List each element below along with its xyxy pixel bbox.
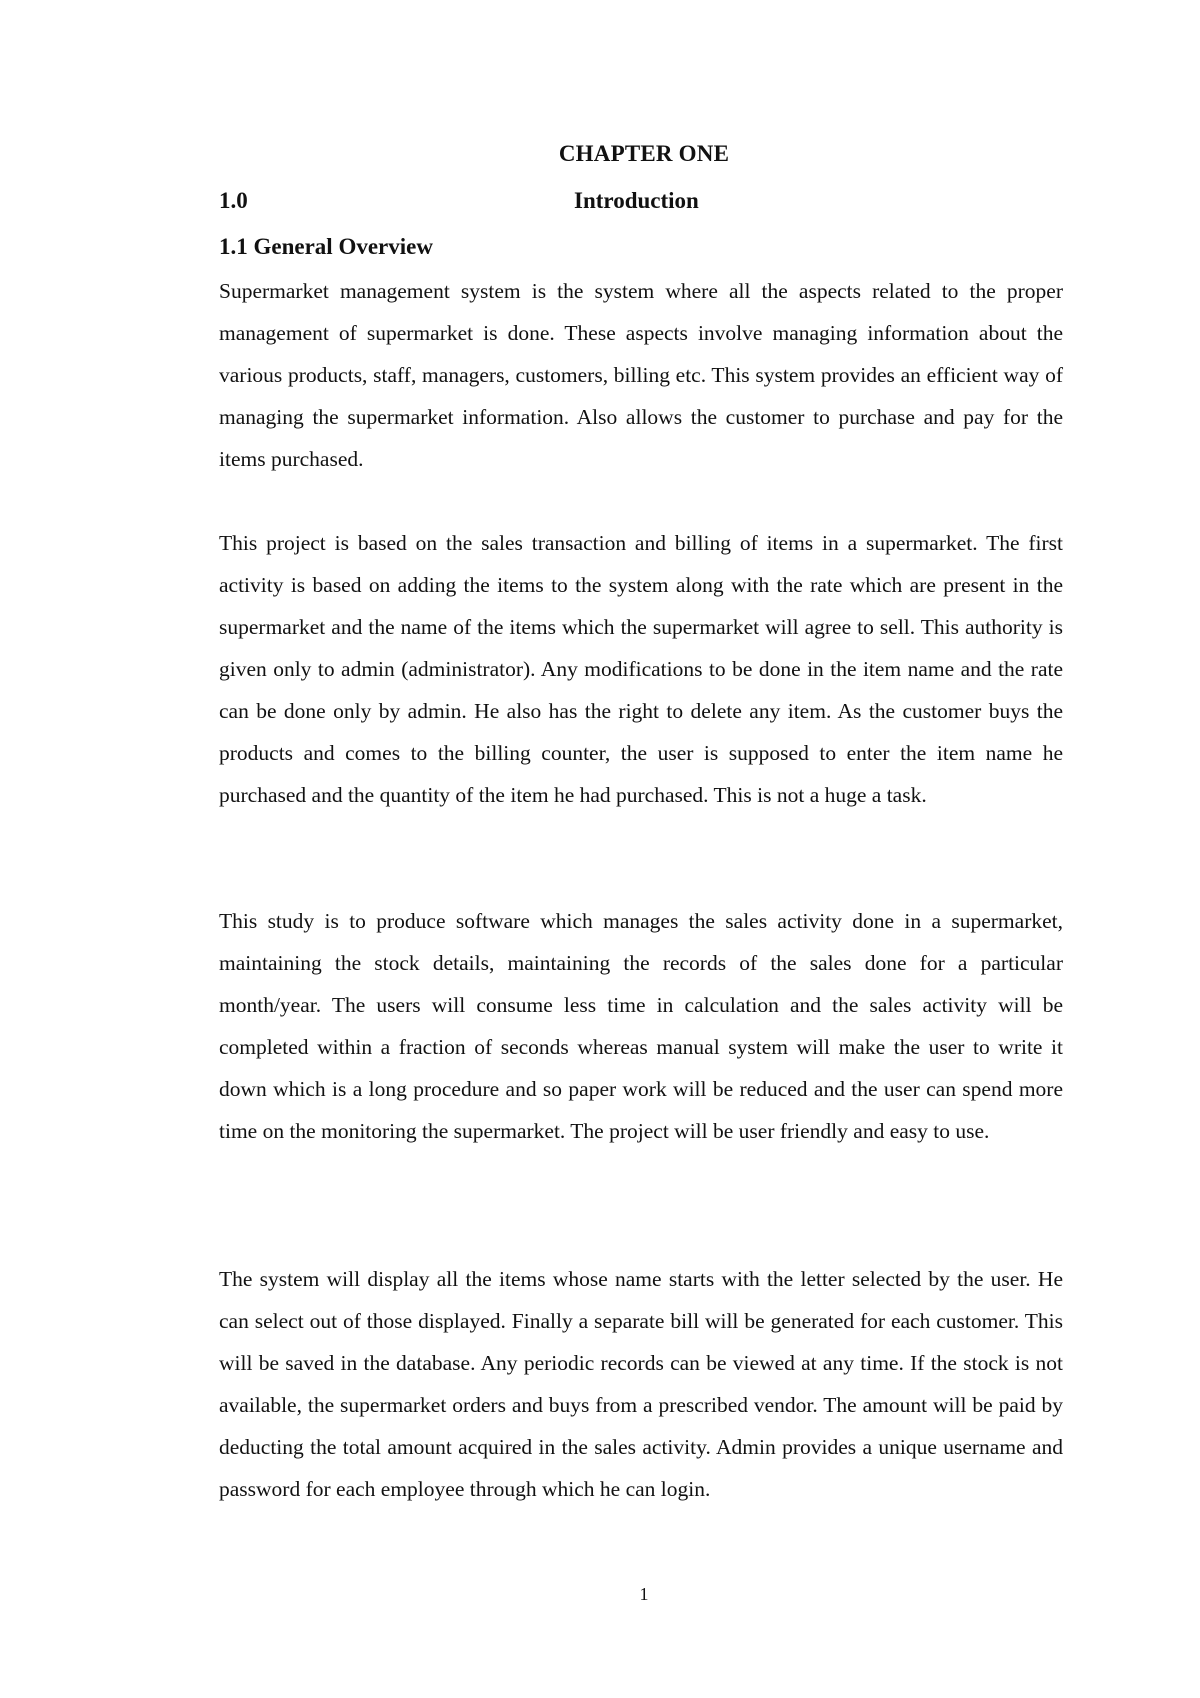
- introduction-heading: [219, 188, 1065, 218]
- paragraph: Supermarket management system is the system where all the aspects related to the proper management of supermarket is done. These aspects involve managing information about the various products, staff, managers, customers, billing etc. This system provides an efficient way of managing the supermarket information. Also allows the customer to purchase and pay for the items purchased.: [219, 279, 1063, 471]
- paragraph: This project is based on the sales transaction and billing of items in a supermarket. The first activity is based on adding the items to the system along with the rate which are present in the supermarket and the name of the items which the supermarket will agree to sell. This authority is given only to admin (administrator). Any modifications to be done in the item name and the rate can be done only by admin. He also has the right to delete any item. As the customer buys the products and comes to the billing counter, the user is supposed to enter the item name he purchased and the quantity of the item he had purchased. This is not a huge a task.: [219, 531, 1063, 807]
- section-heading: 1.1 General Overview: [219, 234, 433, 259]
- page-number: 1: [639, 1584, 649, 1604]
- heading-number: 1.0: [219, 188, 248, 213]
- paragraph: This study is to produce software which manages the sales activity done in a supermarket, maintaining the stock details, maintaining the records of the sales done for a particular month/year. The users will consume less time in calculation and the sales activity will be completed within a fraction of seconds whereas manual system will make the user to write it down which is a long procedure and so paper work will be reduced and the user can spend more time on the monitoring the supermarket. The project will be user friendly and easy to use.: [219, 909, 1063, 1143]
- chapter-title: CHAPTER ONE: [558, 141, 730, 166]
- paragraph: The system will display all the items whose name starts with the letter selected by the user. He can select out of those displayed. Finally a separate bill will be generated for each customer. This will be saved in the database. Any periodic records can be viewed at any time. If the stock is not available, the supermarket orders and buys from a prescribed vendor. The amount will be paid by deducting the total amount acquired in the sales activity. Admin provides a unique username and password for each employee through which he can login.: [219, 1267, 1063, 1501]
- heading-title: Introduction: [574, 188, 699, 213]
